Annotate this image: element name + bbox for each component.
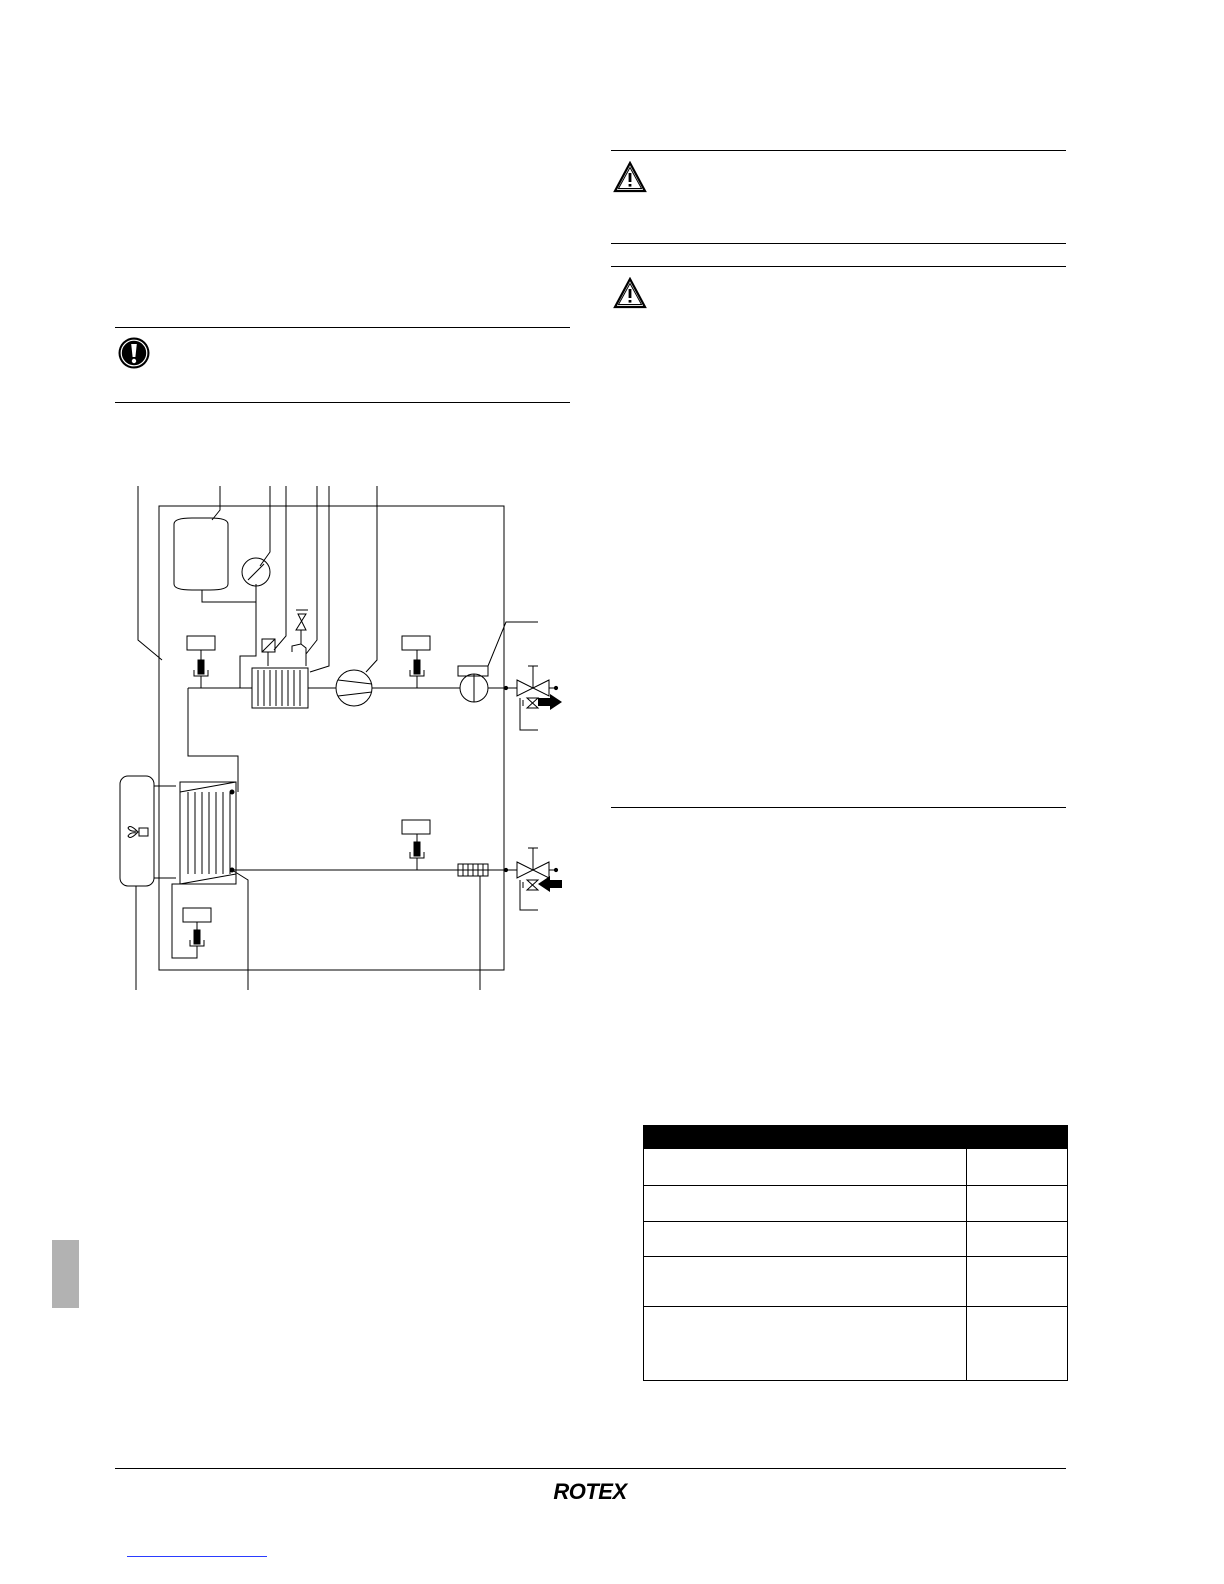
table-cell — [967, 1186, 1068, 1222]
table-cell — [644, 1186, 967, 1222]
compressor — [336, 670, 372, 706]
warning-note-2-top-rule — [611, 266, 1066, 267]
table-cell — [644, 1149, 967, 1186]
accumulator-tank — [174, 518, 228, 590]
callout-leader-10 — [232, 870, 248, 990]
thumb-index-tab — [52, 1240, 79, 1308]
important-note-bottom-rule — [115, 402, 570, 403]
table-cell — [967, 1257, 1068, 1307]
exclamation-circle-icon — [117, 336, 151, 370]
sensor-box-2 — [402, 636, 430, 650]
refrigerant-circuit-diagram — [110, 480, 580, 1000]
table-row — [644, 1307, 1068, 1381]
sensor-box-1 — [187, 636, 215, 650]
table-header-cell — [967, 1126, 1068, 1149]
spec-table — [643, 1125, 1068, 1381]
table-row — [644, 1257, 1068, 1307]
brand-text: ROTEX — [553, 1479, 627, 1504]
sensor-box-4 — [183, 908, 211, 922]
callout-leader-5 — [306, 486, 317, 654]
callout-leader-8 — [488, 622, 538, 666]
sensor-box-3 — [402, 820, 430, 834]
footer-rule — [115, 1468, 1066, 1469]
important-note-top-rule — [115, 327, 570, 328]
table-row — [644, 1186, 1068, 1222]
table-row — [644, 1222, 1068, 1257]
table-cell — [967, 1149, 1068, 1186]
safety-valve — [296, 610, 308, 630]
fan-icon — [126, 820, 150, 844]
table-cell — [967, 1222, 1068, 1257]
callout-leader-1 — [138, 486, 162, 660]
table-row — [644, 1149, 1068, 1186]
arrow-left-icon — [538, 876, 562, 892]
callout-leader-2 — [212, 486, 220, 520]
warning-triangle-icon — [613, 277, 647, 309]
table-cell — [644, 1257, 967, 1307]
table-cell — [644, 1222, 967, 1257]
table-cell — [967, 1307, 1068, 1381]
callout-leader-7 — [366, 486, 377, 672]
footnote-link-underline[interactable] — [127, 1556, 267, 1557]
table-header-row — [644, 1126, 1068, 1149]
section-divider-rule — [611, 807, 1066, 808]
warning-triangle-icon — [613, 161, 647, 193]
arrow-right-icon — [538, 694, 562, 710]
callout-leader-3 — [260, 486, 270, 566]
warning-note-1-top-rule — [611, 150, 1066, 151]
table-header-cell — [644, 1126, 967, 1149]
warning-note-1-bottom-rule — [611, 243, 1066, 244]
table-cell — [644, 1307, 967, 1381]
callout-leader-4 — [274, 486, 286, 650]
unit-frame — [159, 506, 504, 970]
rotex-logo — [548, 1476, 632, 1506]
callout-leader-6 — [310, 486, 329, 672]
tank-line — [202, 584, 256, 602]
